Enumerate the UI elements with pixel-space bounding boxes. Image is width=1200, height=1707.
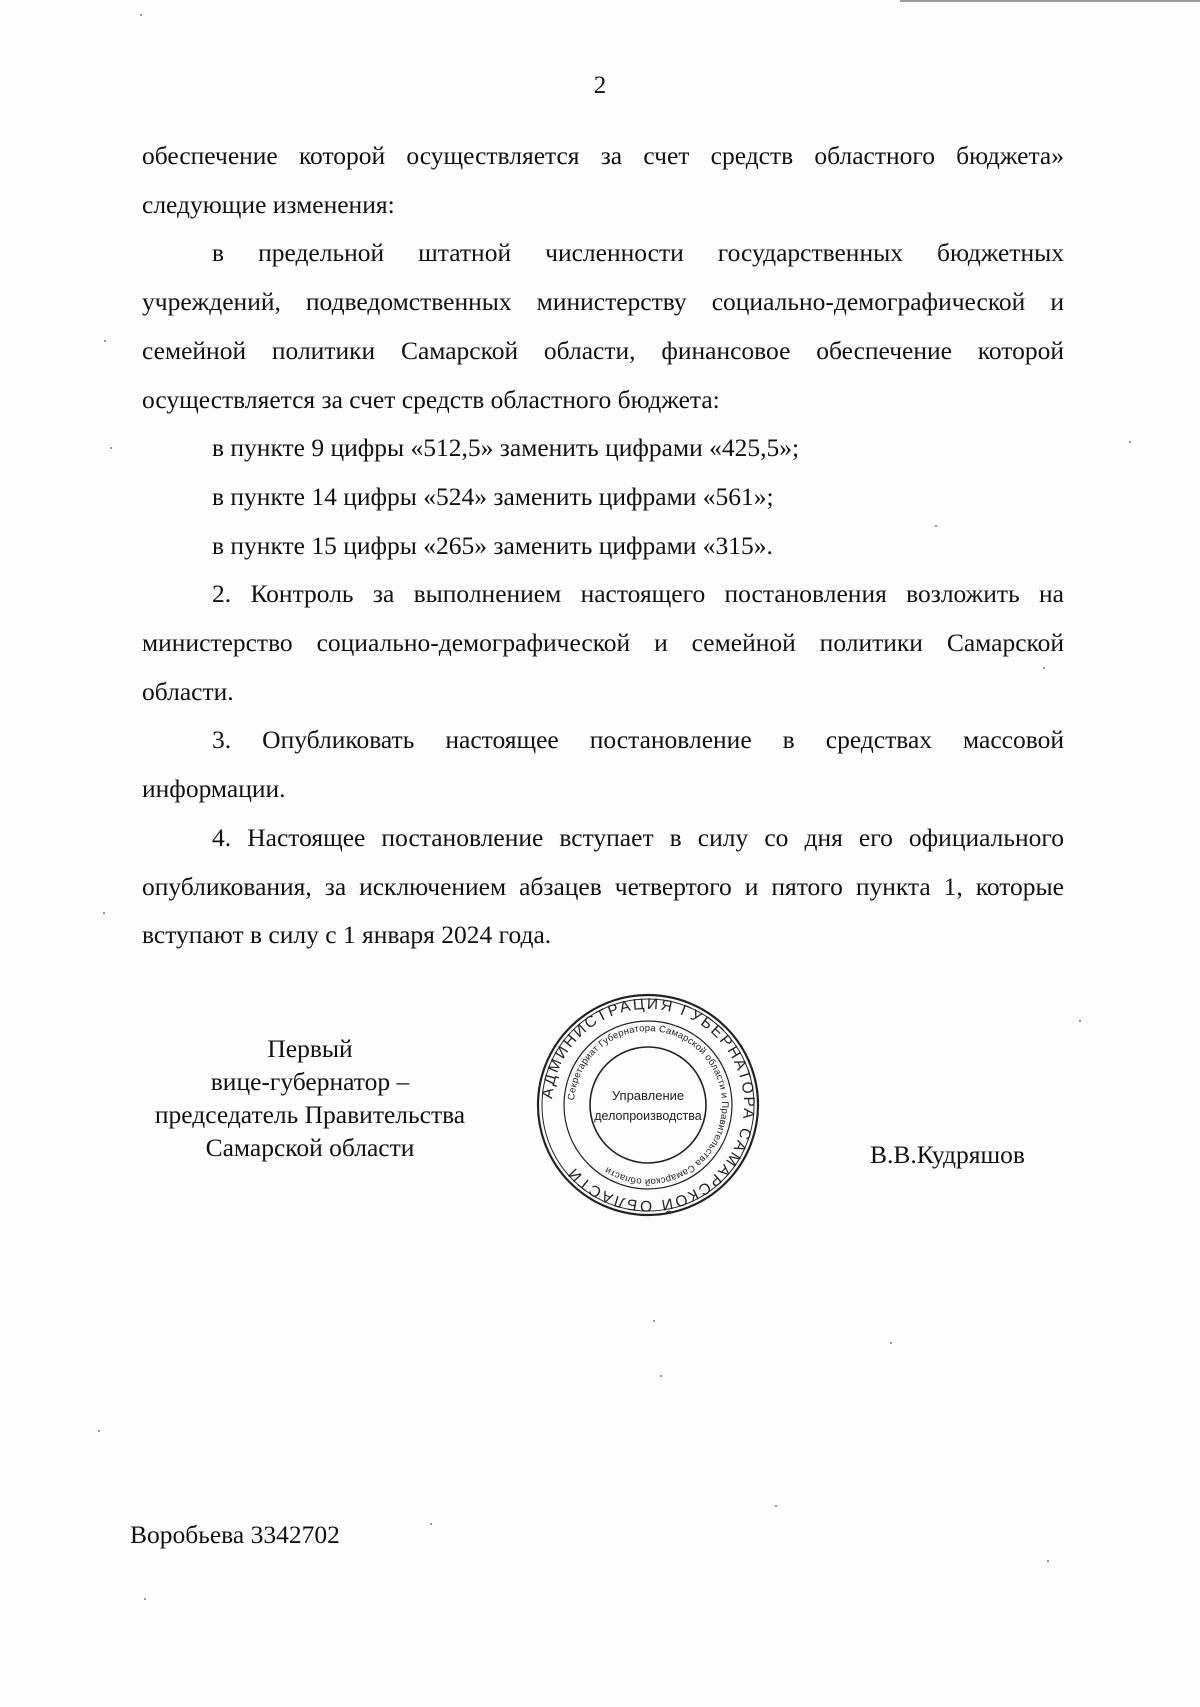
page-number: 2 bbox=[593, 72, 607, 99]
scan-speck bbox=[1129, 441, 1131, 443]
top-edge-rule bbox=[900, 0, 1200, 2]
document-body bbox=[142, 132, 1064, 960]
scan-speck bbox=[1079, 1020, 1081, 1022]
scan-speck bbox=[653, 1320, 655, 1322]
scan-speck bbox=[775, 1505, 777, 1507]
paragraph-item-9: в пункте 9 цифры «512,5» заменить цифрами «425,5»; bbox=[212, 433, 800, 463]
scan-speck bbox=[140, 14, 142, 16]
scan-speck bbox=[890, 1342, 892, 1344]
paragraph-effective-date: 4. Настоящее постановление вступает в силу со дня его официального опубликования, за исключением абзацев четвертого и пятого пункта 1, которые вступают в силу с 1 января 2024 года. bbox=[142, 822, 1064, 950]
paragraph-control: 2. Контроль за выполнением настоящего постановления возложить на министерство социально-демографической и семейной политики Самарской области. bbox=[142, 579, 1064, 706]
paragraph-staff-limit: в предельной штатной численности государственных бюджетных учреждений, подведомственных министерству социально-демографической и семейной политики Самарской области, финансовое обеспечение которой осуществляется за счет средств областного бюджета: bbox=[142, 238, 1064, 414]
scan-speck bbox=[104, 340, 106, 342]
stamp-middle-text: Секретариат Губернатора Самарской области и Правительства Самарской области bbox=[566, 1022, 731, 1188]
scan-speck bbox=[98, 1430, 100, 1432]
signatory-title bbox=[130, 1032, 490, 1164]
scan-speck bbox=[935, 525, 937, 527]
scan-speck bbox=[103, 912, 105, 914]
signatory-title-line: председатель Правительства bbox=[154, 1100, 466, 1129]
paragraph-publish: 3. Опубликовать настоящее постановление в средствах массовой информации. bbox=[142, 725, 1064, 804]
scan-speck bbox=[144, 1598, 146, 1600]
signatory-title-line: вице-губернатор – bbox=[210, 1067, 410, 1096]
paragraph-item-15: в пункте 15 цифры «265» заменить цифрами «315». bbox=[212, 530, 773, 560]
signatory-name: В.В.Кудряшов bbox=[870, 1140, 1025, 1169]
scan-speck bbox=[110, 447, 112, 449]
stamp-outer-text: АДМИНИСТРАЦИЯ ГУБЕРНАТОРА САМАРСКОЙ ОБЛАСТИ bbox=[539, 995, 758, 1215]
scan-speck bbox=[1043, 667, 1045, 669]
stamp-center-line1: Управление bbox=[611, 1088, 685, 1103]
signatory-title-line: Первый bbox=[267, 1034, 353, 1063]
scan-speck bbox=[1047, 1560, 1049, 1562]
paragraph-item-14: в пункте 14 цифры «524» заменить цифрами «561»; bbox=[212, 481, 774, 511]
executor-contact: Воробьева 3342702 bbox=[130, 1520, 340, 1549]
signatory-title-line: Самарской области bbox=[205, 1133, 415, 1162]
stamp-center-line2: делопроизводства bbox=[594, 1109, 702, 1123]
scan-speck bbox=[430, 1523, 432, 1525]
paragraph-changes-intro: обеспечение которой осуществляется за счет средств областного бюджета» следующие изменения: bbox=[142, 141, 1064, 219]
scan-speck bbox=[660, 1375, 662, 1377]
official-seal-stamp bbox=[533, 990, 763, 1220]
